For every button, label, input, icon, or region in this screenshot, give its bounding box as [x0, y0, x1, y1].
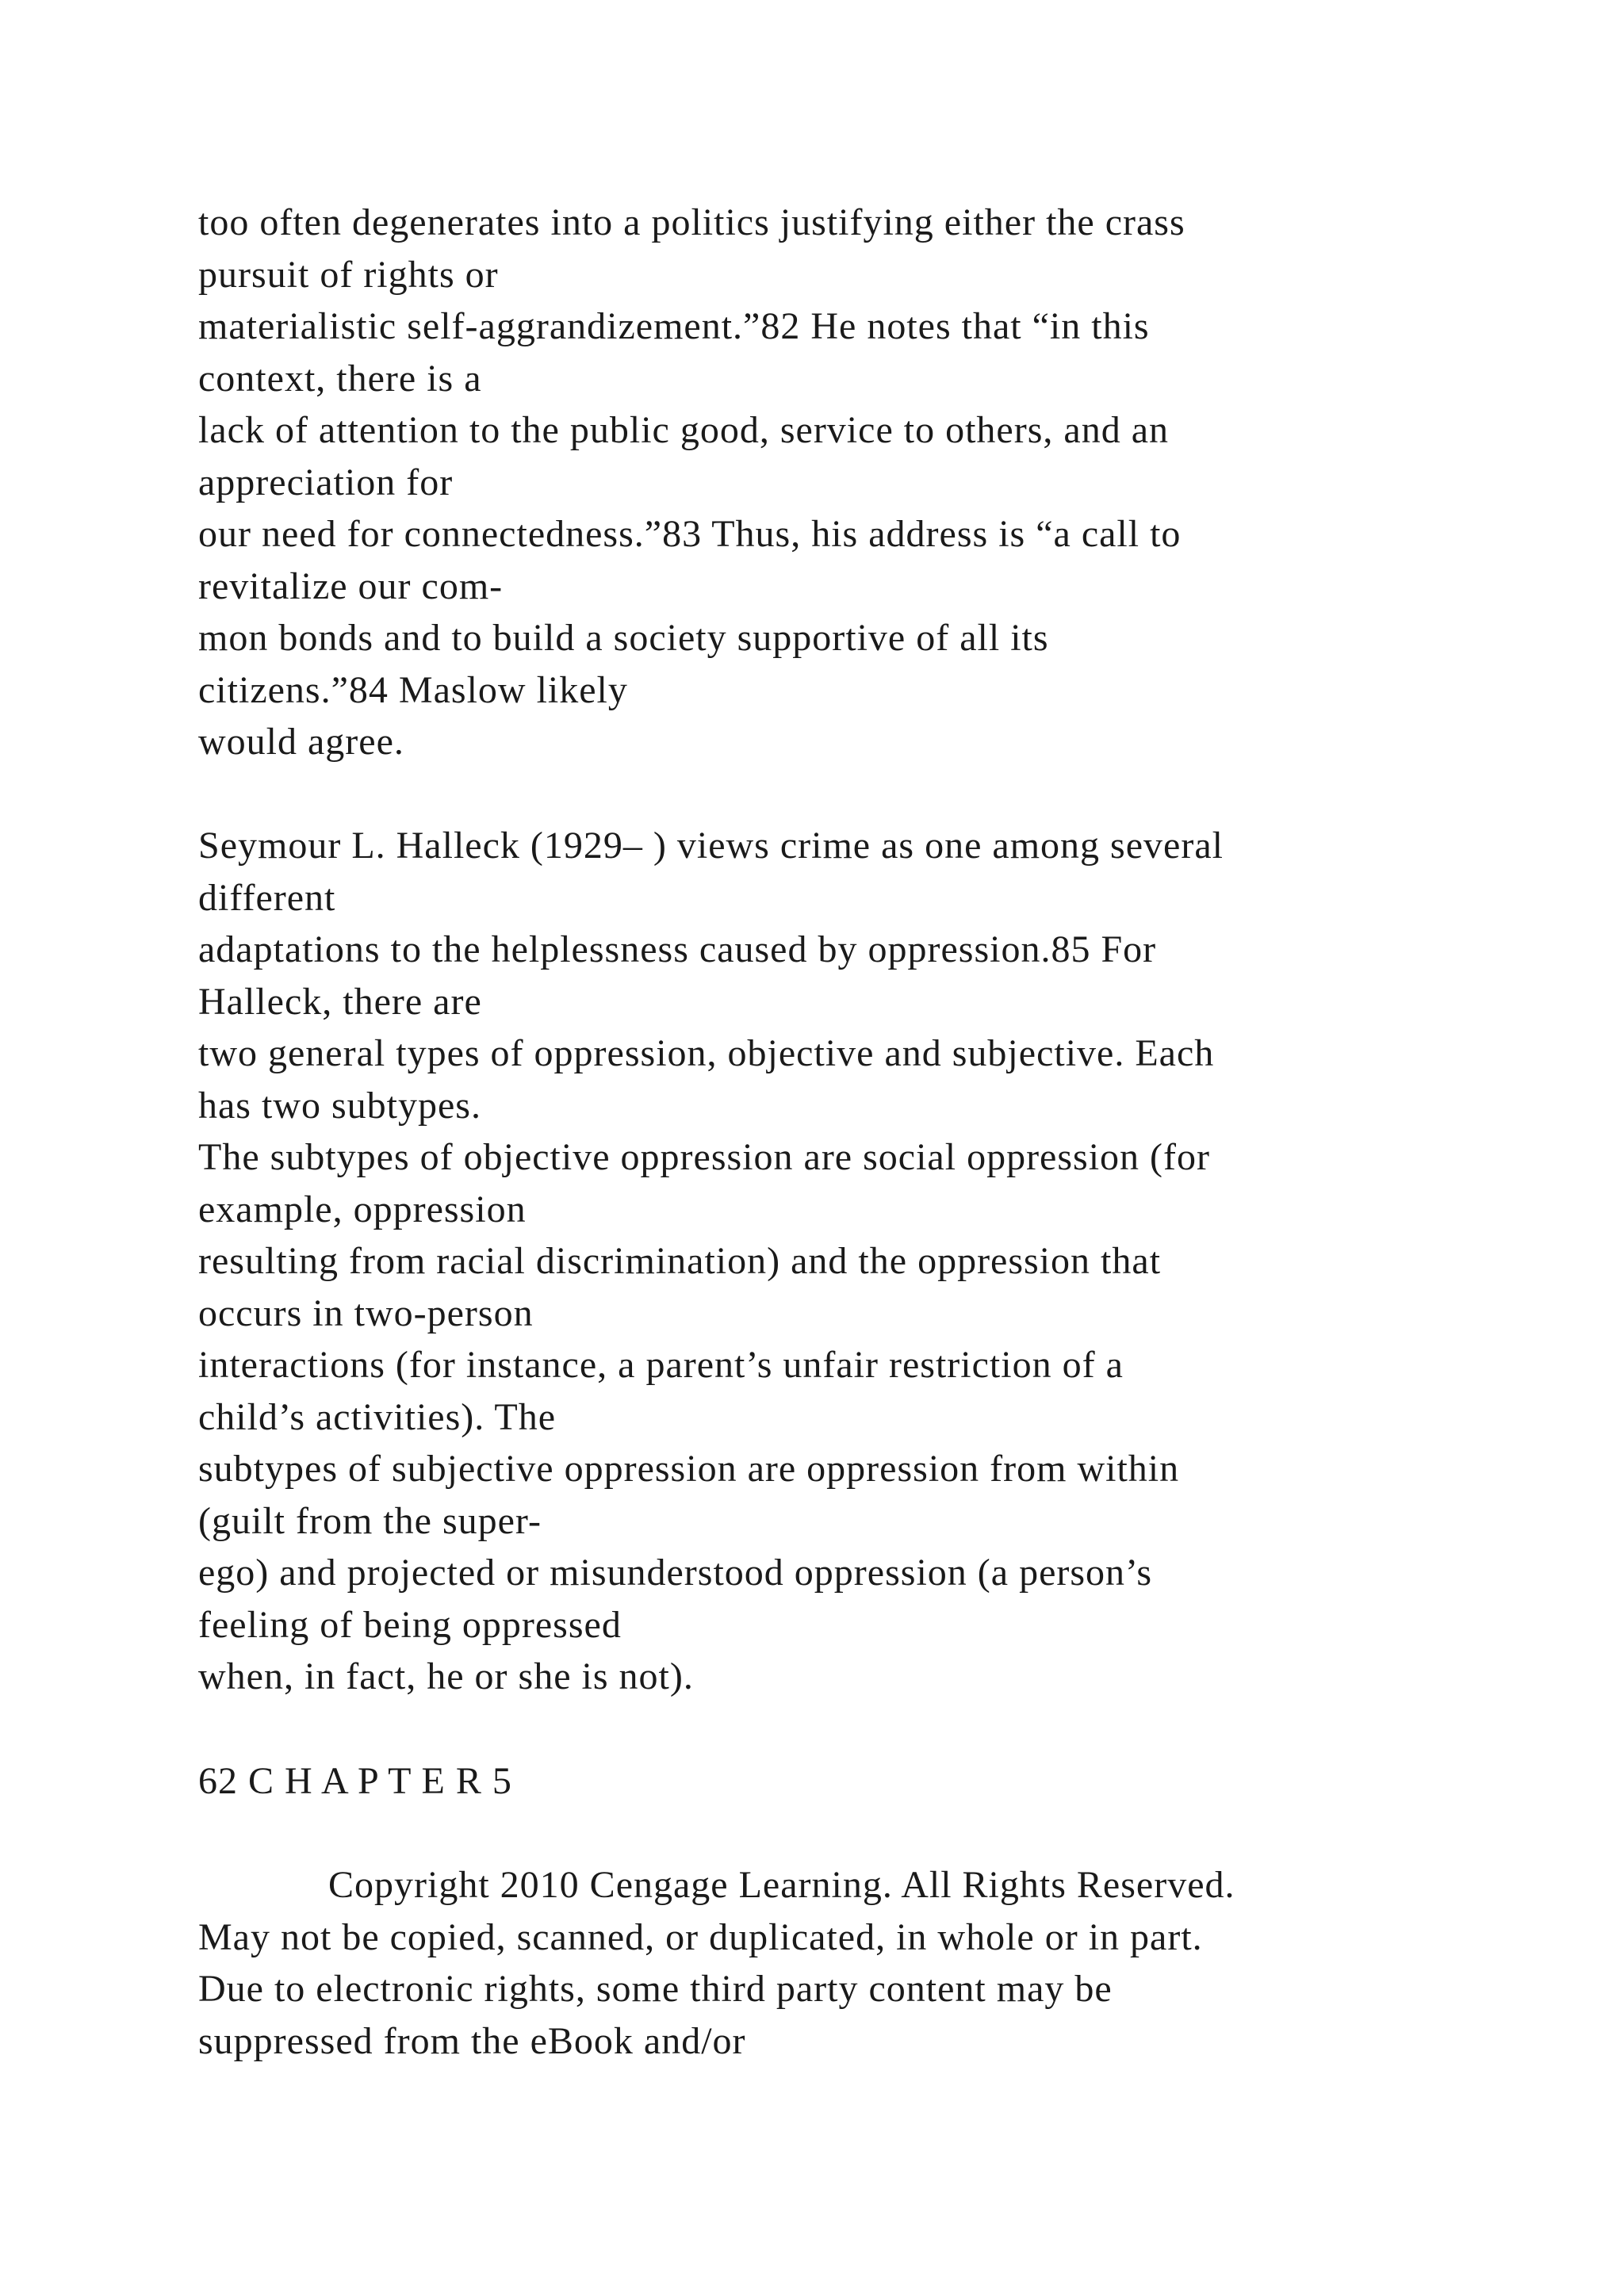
- copyright-line: May not be copied, scanned, or duplicated, in whole or in part.: [198, 1915, 1203, 1958]
- text-line: ego) and projected or misunderstood oppression (a person’s: [198, 1552, 1153, 1594]
- text-line: adaptations to the helplessness caused by oppression.85 For: [198, 928, 1157, 970]
- text-line: child’s activities). The: [198, 1395, 557, 1438]
- copyright-notice: [198, 1859, 1594, 2067]
- text-line: Seymour L. Halleck (1929– ) views crime as one among several: [198, 825, 1224, 867]
- text-line: occurs in two-person: [198, 1292, 534, 1334]
- text-line: context, there is a: [198, 357, 482, 400]
- text-line: different: [198, 876, 336, 919]
- text-line: example, oppression: [198, 1188, 527, 1230]
- copyright-line: Due to electronic rights, some third party content may be: [198, 1968, 1113, 2010]
- text-line: Halleck, there are: [198, 980, 482, 1023]
- text-line: has two subtypes.: [198, 1084, 481, 1127]
- text-line: citizens.”84 Maslow likely: [198, 668, 628, 711]
- text-line: lack of attention to the public good, service to others, and an: [198, 409, 1169, 451]
- text-line: would agree.: [198, 721, 404, 763]
- text-line: revitalize our com-: [198, 564, 504, 607]
- text-line: appreciation for: [198, 461, 454, 503]
- paragraph-maslow-conclusion: [198, 197, 1594, 768]
- page-number-chapter-label: 62 C H A P T E R 5: [198, 1760, 512, 1802]
- copyright-line: suppressed from the eBook and/or: [198, 2019, 746, 2062]
- text-line: our need for connectedness.”83 Thus, his address is “a call to: [198, 513, 1182, 555]
- paragraph-halleck-oppression: [198, 820, 1594, 1703]
- text-line: two general types of oppression, objective and subjective. Each: [198, 1032, 1215, 1074]
- text-line: mon bonds and to build a society supportive of all its: [198, 617, 1049, 659]
- text-line: The subtypes of objective oppression are social oppression (for: [198, 1136, 1211, 1178]
- text-line: too often degenerates into a politics justifying either the crass: [198, 201, 1185, 243]
- text-line: resulting from racial discrimination) and the oppression that: [198, 1240, 1162, 1282]
- chapter-page-footer: [198, 1755, 1594, 1808]
- text-line: materialistic self-aggrandizement.”82 He notes that “in this: [198, 305, 1150, 347]
- text-line: when, in fact, he or she is not).: [198, 1655, 694, 1697]
- text-line: feeling of being oppressed: [198, 1603, 622, 1646]
- text-line: (guilt from the super-: [198, 1499, 542, 1542]
- text-line: subtypes of subjective oppression are oppression from within: [198, 1448, 1180, 1490]
- copyright-line: Copyright 2010 Cengage Learning. All Rights Reserved.: [328, 1864, 1235, 1906]
- text-line: pursuit of rights or: [198, 253, 499, 296]
- text-line: interactions (for instance, a parent’s unfair restriction of a: [198, 1344, 1124, 1386]
